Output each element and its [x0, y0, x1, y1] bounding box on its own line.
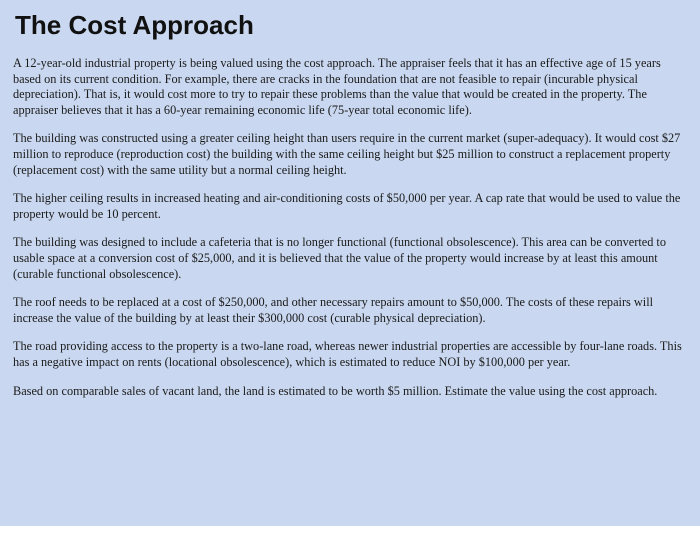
paragraph-ceiling-height: The building was constructed using a greater ceiling height than users require in the current market (super-adequacy). It would cost $27 million to reproduce (reproduction cost) the building with the same ceiling height but $25 million to construct a replacement property (replacement cost) with the same utility but a normal ceiling height. [13, 131, 681, 177]
paragraph-land-value: Based on comparable sales of vacant land, the land is estimated to be worth $5 million. Estimate the value using the cost approach. [13, 383, 658, 398]
page-title: The Cost Approach [15, 10, 254, 40]
paragraph-cafeteria: The building was designed to include a cafeteria that is no longer functional (functional obsolescence). This area can be converted to usable space at a conversion cost of $25,000, and it is believed that the value of the property would increase by at least this amount (curable functional obsolescence). [13, 235, 666, 281]
paragraph-roof-repairs: The roof needs to be replaced at a cost of $250,000, and other necessary repairs amount to $50,000. The costs of these repairs will increase the value of the building by at least their $300,000 cost (curable physical depreciation). [13, 295, 654, 325]
paragraph-property-description: A 12-year-old industrial property is being valued using the cost approach. The appraiser feels that it has an effective age of 15 years based on its current condition. For example, there are cracks in the foundation that are not feasible to repair (incurable physical depreciation). That is, it would cost more to try to repair these problems than the value that would be created in the property. The appraiser believes that it has a 60-year remaining economic life (75-year total economic life). [13, 56, 661, 117]
paragraph-heating-costs: The higher ceiling results in increased heating and air-conditioning costs of $50,000 per year. A cap rate that would be used to value the property would be 10 percent. [13, 191, 681, 221]
paragraph-road-access: The road providing access to the property is a two-lane road, whereas newer industrial properties are accessible by four-lane roads. This has a negative impact on rents (locational obsolescence), which is estimated to reduce NOI by $100,000 per year. [13, 339, 682, 369]
